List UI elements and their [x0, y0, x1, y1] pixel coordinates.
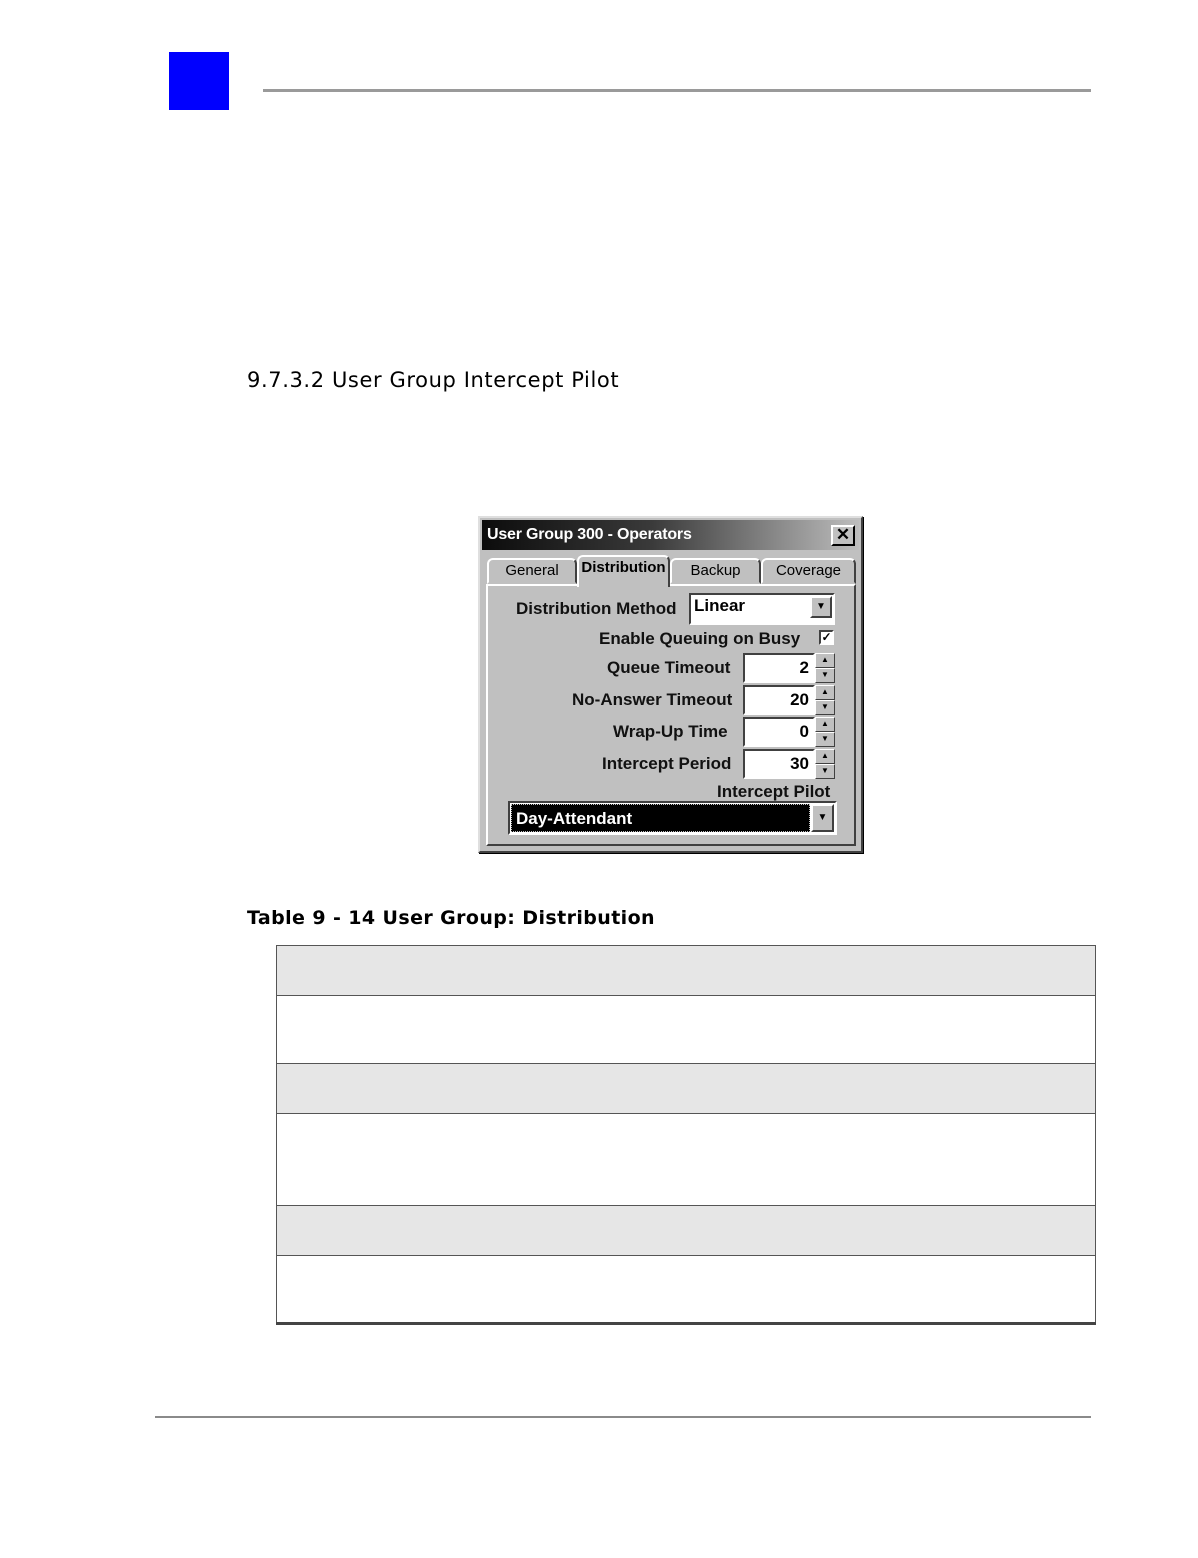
table-row [277, 996, 1096, 1064]
enable-queuing-label: Enable Queuing on Busy [599, 629, 801, 648]
table-cell [277, 996, 1096, 1064]
no-answer-timeout-value: 20 [790, 690, 809, 709]
spin-down-icon[interactable]: ▼ [815, 732, 835, 747]
spin-up-icon[interactable]: ▲ [815, 717, 835, 732]
chevron-down-icon[interactable]: ▼ [810, 596, 832, 618]
intercept-period-value: 30 [790, 754, 809, 773]
table-cell [277, 946, 1096, 996]
table-row [277, 1064, 1096, 1114]
no-answer-timeout-spinner [815, 685, 835, 715]
table-caption: Table 9 - 14 User Group: Distribution [247, 907, 655, 929]
tab-backup[interactable]: Backup [670, 558, 761, 584]
wrap-up-time-value: 0 [799, 722, 809, 741]
table-row [277, 1256, 1096, 1324]
intercept-pilot-label: Intercept Pilot [717, 782, 831, 801]
tab-general[interactable]: General [487, 558, 577, 584]
intercept-period-label: Intercept Period [602, 754, 732, 773]
spin-down-icon[interactable]: ▼ [815, 668, 835, 683]
enable-queuing-checkbox[interactable]: ✓ [819, 630, 834, 645]
dialog-titlebar[interactable] [482, 520, 859, 550]
header-rule [263, 89, 1091, 92]
spin-up-icon[interactable]: ▲ [815, 749, 835, 764]
distribution-method-value: Linear [694, 596, 746, 615]
wrap-up-time-input[interactable] [743, 717, 815, 747]
chapter-marker-block [169, 52, 229, 110]
queue-timeout-label: Queue Timeout [607, 658, 731, 677]
close-icon[interactable]: ✕ [831, 525, 855, 546]
spin-up-icon[interactable]: ▲ [815, 685, 835, 700]
table-row [277, 1114, 1096, 1206]
section-heading: 9.7.3.2 User Group Intercept Pilot [247, 368, 620, 392]
distribution-method-select[interactable] [689, 593, 835, 625]
wrap-up-time-label: Wrap-Up Time [613, 722, 728, 741]
table-row [277, 946, 1096, 996]
footer-rule [155, 1416, 1091, 1418]
spin-down-icon[interactable]: ▼ [815, 764, 835, 779]
table-cell [277, 1114, 1096, 1206]
no-answer-timeout-input[interactable] [743, 685, 815, 715]
table-row [277, 1206, 1096, 1256]
queue-timeout-input[interactable] [743, 653, 815, 683]
intercept-pilot-value: Day-Attendant [511, 804, 810, 832]
table-cell [277, 1064, 1096, 1114]
intercept-pilot-select[interactable] [508, 801, 837, 835]
spin-up-icon[interactable]: ▲ [815, 653, 835, 668]
no-answer-timeout-label: No-Answer Timeout [572, 690, 733, 709]
intercept-period-input[interactable] [743, 749, 815, 779]
queue-timeout-spinner [815, 653, 835, 683]
chevron-down-icon[interactable]: ▼ [811, 804, 834, 832]
table-cell [277, 1256, 1096, 1324]
spin-down-icon[interactable]: ▼ [815, 700, 835, 715]
user-group-dialog [478, 516, 863, 853]
distribution-method-label: Distribution Method [516, 599, 677, 618]
wrap-up-time-spinner [815, 717, 835, 747]
table-cell [277, 1206, 1096, 1256]
dialog-title: User Group 300 - Operators [487, 526, 692, 543]
queue-timeout-value: 2 [799, 658, 809, 677]
tab-distribution[interactable]: Distribution [577, 555, 670, 587]
distribution-table [276, 945, 1096, 1325]
tab-coverage[interactable]: Coverage [761, 558, 856, 584]
intercept-period-spinner [815, 749, 835, 779]
